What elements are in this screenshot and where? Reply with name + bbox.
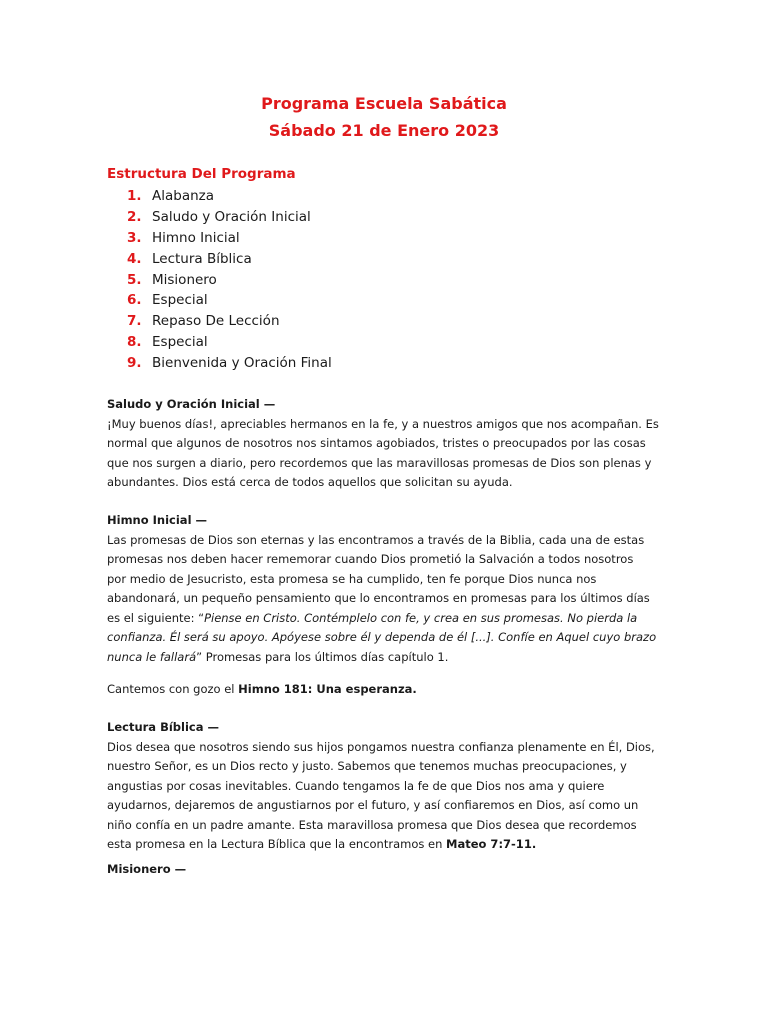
- list-item: [127, 228, 332, 249]
- paragraph-line: por medio de Jesucristo, esta promesa se ha cumplido, ten fe porque Dios nunca nos: [107, 571, 597, 586]
- quote-text: confianza. Él será su apoyo. Apóyese sobre él y dependa de él [...]. Confíe en Aquel cuyo brazo: [107, 630, 657, 644]
- list-number: 9.: [127, 355, 142, 372]
- paragraph-line: [107, 609, 707, 629]
- paragraph-line: abandonará, un pequeño pensamiento que lo encontramos en promesas para los últimos días: [107, 591, 650, 605]
- list-number: 8.: [127, 334, 142, 351]
- hymn-invitation: [107, 680, 707, 700]
- list-number: 3.: [127, 229, 142, 246]
- list-item: [127, 311, 332, 332]
- misionero-section: [107, 860, 707, 880]
- himno-section: [107, 511, 707, 667]
- list-item: [127, 332, 332, 353]
- structure-heading: Estructura Del Programa: [107, 166, 296, 182]
- list-number: 5.: [127, 271, 142, 288]
- reading-lead: esta promesa en la Lectura Bíblica que la encontramos en: [107, 837, 447, 851]
- list-label: Especial: [152, 334, 208, 351]
- paragraph-line: nuestro Señor, es un Dios recto y justo. Sabemos que tenemos muchas preocupaciones, y: [107, 759, 627, 773]
- paragraph-line: [107, 628, 707, 648]
- list-label: Himno Inicial: [152, 229, 240, 246]
- list-label: Repaso De Lección: [152, 313, 280, 330]
- list-item: [127, 290, 332, 311]
- list-label: Lectura Bíblica: [152, 250, 252, 267]
- list-label: Alabanza: [152, 188, 215, 204]
- program-date: Sábado 21 de Enero 2023: [268, 121, 500, 140]
- quote-source: ” Promesas para los últimos días capítulo 1.: [196, 649, 449, 664]
- paragraph-line: que nos surgen a diario, pero recordemos que las maravillosas promesas de Dios son plenas y: [107, 455, 652, 470]
- list-item: [127, 249, 332, 270]
- paragraph-line: angustias por cosas inevitables. Cuando tengamos la fe de que Dios nos ama y quiere: [107, 778, 605, 793]
- list-item: [127, 186, 332, 207]
- paragraph-line: Dios desea que nosotros siendo sus hijos pongamos nuestra confianza plenamente en Él, Dios,: [107, 739, 655, 754]
- quote-text: nunca le fallará: [107, 649, 197, 664]
- bible-reference: Mateo 7:7-11.: [446, 837, 537, 851]
- list-item: [127, 207, 332, 228]
- section-heading: Misionero —: [107, 862, 187, 876]
- lectura-section: [107, 718, 707, 855]
- paragraph-line: Las promesas de Dios son eternas y las encontramos a través de la Biblia, cada una de estas: [107, 532, 645, 547]
- paragraph-line: niño confía en un padre amante. Esta maravillosa promesa que Dios desea que recordemos: [107, 817, 637, 832]
- paragraph-line: ayudarnos, dejaremos de angustiarnos por el futuro, y así confiaremos en Dios, así como un: [107, 798, 639, 812]
- paragraph-line: ¡Muy buenos días!, apreciables hermanos en la fe, y a nuestros amigos que nos acompañan. Es: [107, 416, 659, 431]
- section-heading: Himno Inicial —: [107, 513, 208, 527]
- list-label: Bienvenida y Oración Final: [152, 355, 332, 372]
- list-label: Especial: [152, 292, 208, 309]
- hymn-invitation-text: Cantemos con gozo el: [107, 682, 239, 696]
- list-label: Misionero: [152, 271, 217, 288]
- list-item: [127, 353, 332, 374]
- list-number: 1.: [127, 188, 142, 204]
- quote-text: Piense en Cristo. Contémplelo con fe, y crea en sus promesas. No pierda la: [204, 610, 638, 625]
- paragraph-line: normal que algunos de nosotros nos sintamos agobiados, tristes o preocupados por las cosas: [107, 436, 646, 450]
- list-number: 7.: [127, 313, 142, 330]
- paragraph-line: abundantes. Dios está cerca de todos aquellos que solicitan su ayuda.: [107, 475, 513, 489]
- paragraph-line: [107, 835, 707, 855]
- list-number: 6.: [127, 292, 142, 309]
- quote-lead: es el siguiente: “: [107, 610, 205, 625]
- paragraph-line: [107, 648, 707, 668]
- saludo-section: [107, 395, 707, 493]
- program-structure-list: [127, 186, 332, 374]
- paragraph-line: promesas nos deben hacer rememorar cuando Dios prometió la Salvación a todos nosotros: [107, 552, 634, 566]
- program-title: Programa Escuela Sabática: [261, 94, 507, 113]
- list-label: Saludo y Oración Inicial: [152, 208, 311, 225]
- cantemos-line: [107, 680, 707, 700]
- hymn-title: Himno 181: Una esperanza.: [238, 682, 417, 696]
- list-number: 4.: [127, 250, 142, 267]
- section-heading: Lectura Bíblica —: [107, 720, 219, 734]
- list-number: 2.: [127, 208, 142, 225]
- section-heading: Saludo y Oración Inicial —: [107, 397, 276, 411]
- list-item: [127, 270, 332, 291]
